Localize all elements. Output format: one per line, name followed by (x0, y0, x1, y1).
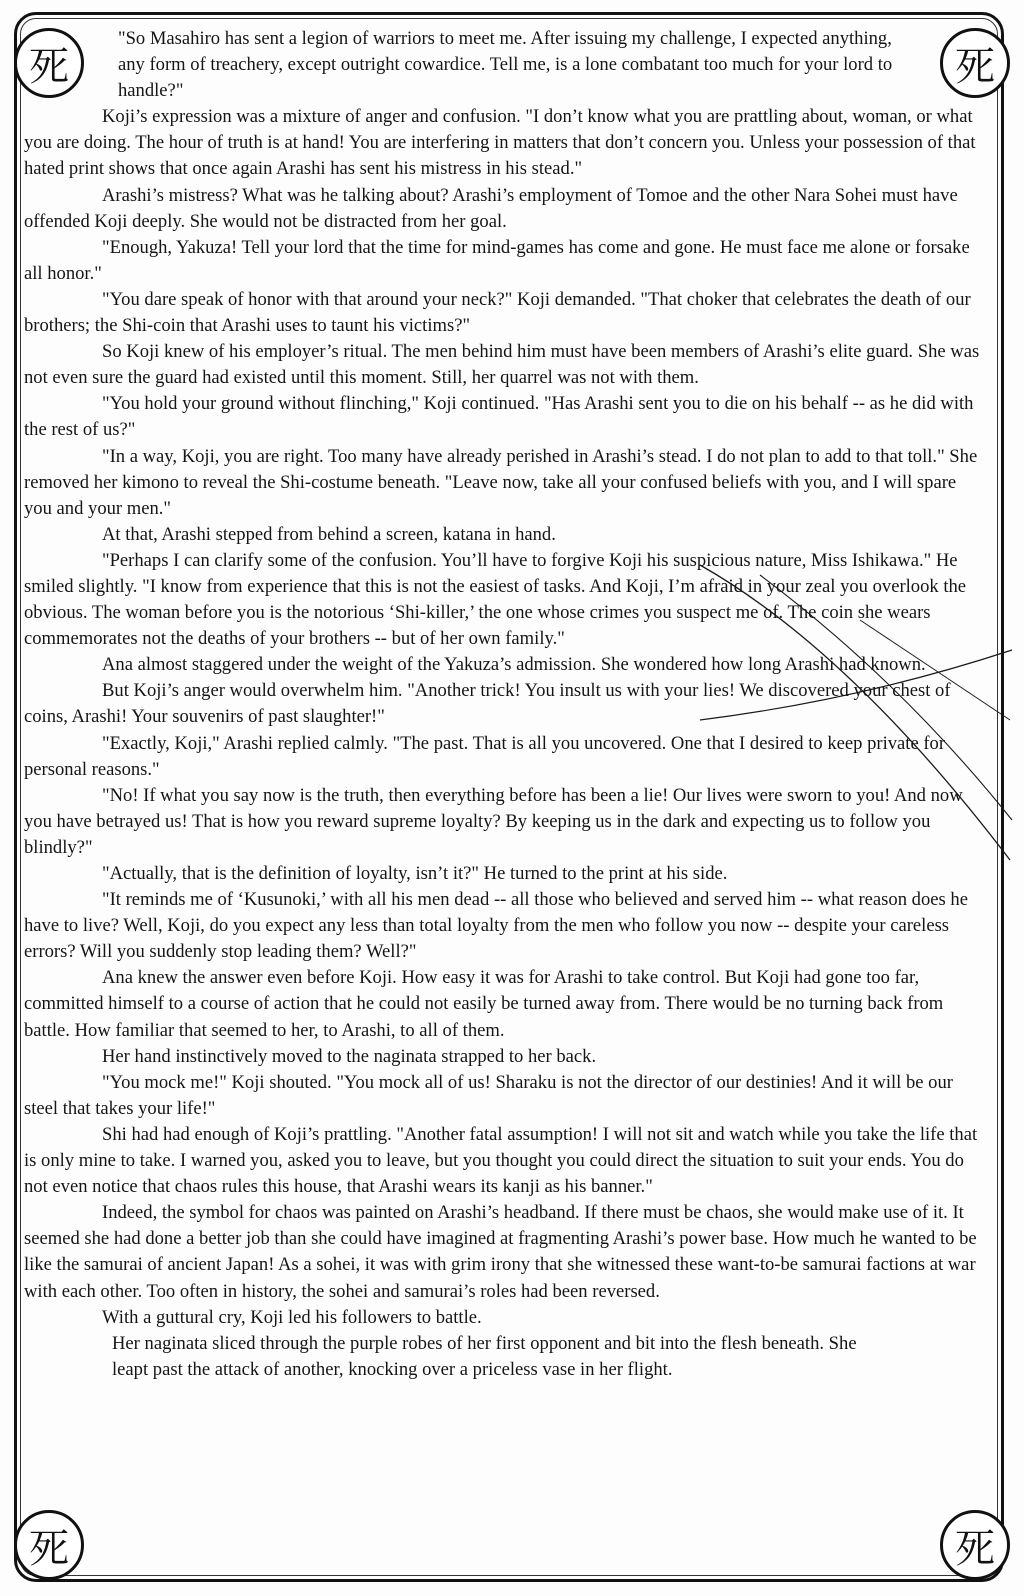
paragraph: "You dare speak of honor with that around your neck?" Koji demanded. "That choker that celebrates the death of our brothers; the Shi-coin that Arashi uses to taunt his victims?" (24, 288, 971, 337)
paragraph: Indeed, the symbol for chaos was painted on Arashi’s headband. If there must be chaos, she would make use of it. It seemed she had done a better job than she could have imagined at fragmenting Arashi’s power base. How much he wanted to be like the samurai of ancient Japan! As a sohei, it was with grim irony that she witnessed these want-to-be samurai factions at war with each other. Too often in history, the sohei and samurai’s roles had been reversed. (24, 1202, 977, 1302)
paragraph: "Perhaps I can clarify some of the confusion. You’ll have to forgive Koji his suspicious nature, Miss Ishikawa." He smiled slightly. "I know from experience that this is not the easiest of tasks. And Koji, I’m afraid in your zeal you overlook the obvious. The woman before you is the notorious ‘Shi-killer,’ the one whose crimes you suspect me of. The coin she wears commemorates not the deaths of your brothers -- but of her own family." (24, 549, 967, 650)
paragraph: "You mock me!" Koji shouted. "You mock all of us! Sharaku is not the director of our destinies! And it will be our steel that takes your life!" (24, 1071, 953, 1119)
shi-kanji-icon: 死 (14, 1510, 84, 1580)
shi-kanji-icon: 死 (14, 28, 84, 98)
shi-kanji-icon: 死 (940, 1510, 1010, 1580)
shi-kanji-icon: 死 (940, 28, 1010, 98)
paragraph: Ana almost staggered under the weight of the Yakuza’s admission. She wondered how long Arashi had known. (102, 654, 926, 676)
paragraph: Her naginata sliced through the purple robes of her first opponent and bit into the flesh beneath. She leapt past the attack of another, knocking over a priceless vase in her flight. (112, 1332, 857, 1380)
paragraph: Shi had had enough of Koji’s prattling. "Another fatal assumption! I will not sit and watch while you take the life that is only mine to take. I warned you, asked you to leave, but you thought you could direct the situation to suit your ends. You do not even notice that chaos rules this house, that Arashi wears its kanji as his banner." (24, 1123, 978, 1198)
paragraph: With a guttural cry, Koji led his followers to battle. (102, 1306, 482, 1328)
paragraph: "Actually, that is the definition of loyalty, isn’t it?" He turned to the print at his side. (102, 863, 728, 884)
paragraph: "No! If what you say now is the truth, then everything before has been a lie! Our lives were sworn to you! And now you have betrayed us! That is how you reward supreme loyalty? By keeping us in the dark and expecting us to follow you blindly?" (24, 784, 963, 858)
paragraph: Her hand instinctively moved to the naginata strapped to her back. (102, 1045, 597, 1067)
paragraph: Arashi’s mistress? What was he talking about? Arashi’s employment of Tomoe and the other Nara Sohei must have offended Koji deeply. She would not be distracted from her goal. (24, 184, 958, 232)
paragraph: But Koji’s anger would overwhelm him. "Another trick! You insult us with your lies! We discovered your chest of coins, Arashi! Your souvenirs of past slaughter!" (24, 680, 951, 728)
story-text (24, 26, 982, 1576)
paragraph: "Enough, Yakuza! Tell your lord that the time for mind-games has come and gone. He must face me alone or forsake all honor." (24, 236, 970, 284)
paragraph: "In a way, Koji, you are right. Too many have already perished in Arashi’s stead. I do not plan to add to that toll." She removed her kimono to reveal the Shi-costume beneath. "Leave now, take all your confused beliefs with you, and I will spare you and your men." (24, 445, 978, 519)
paragraph: At that, Arashi stepped from behind a screen, katana in hand. (102, 523, 556, 545)
paragraph: "So Masahiro has sent a legion of warriors to meet me. After issuing my challenge, I expected anything, any form of treachery, except outright cowardice. Tell me, is a lone combatant too much for your lord to handle?" (118, 28, 893, 102)
paragraph: So Koji knew of his employer’s ritual. The men behind him must have been members of Arashi’s elite guard. She was not even sure the guard had existed until this moment. Still, her quarrel was not with them. (24, 341, 980, 389)
paragraph: Ana knew the answer even before Koji. How easy it was for Arashi to take control. But Koji had gone too far, committed himself to a course of action that he could not easily be turned away from. There would be no turning back from battle. How familiar that seemed to her, to Arashi, to all of them. (24, 967, 944, 1041)
paragraph: "You hold your ground without flinching," Koji continued. "Has Arashi sent you to die on his behalf -- as he did with the rest of us?" (24, 393, 974, 441)
paragraph: "It reminds me of ‘Kusunoki,’ with all his men dead -- all those who believed and served him -- what reason does he have to live? Well, Koji, do you expect any less than total loyalty from the men who follow you now -- despite your careless errors? Will you suddenly stop leading them? Well?" (24, 889, 968, 963)
paragraph: Koji’s expression was a mixture of anger and confusion. "I don’t know what you are prattling about, woman, or what you are doing. The hour of truth is at hand! You are interfering in matters that don’t concern you. Unless your possession of that hated print shows that once again Arashi has sent his mistress in his stead." (24, 106, 976, 180)
paragraph: "Exactly, Koji," Arashi replied calmly. "The past. That is all you uncovered. One that I desired to keep private for personal reasons." (24, 732, 946, 780)
